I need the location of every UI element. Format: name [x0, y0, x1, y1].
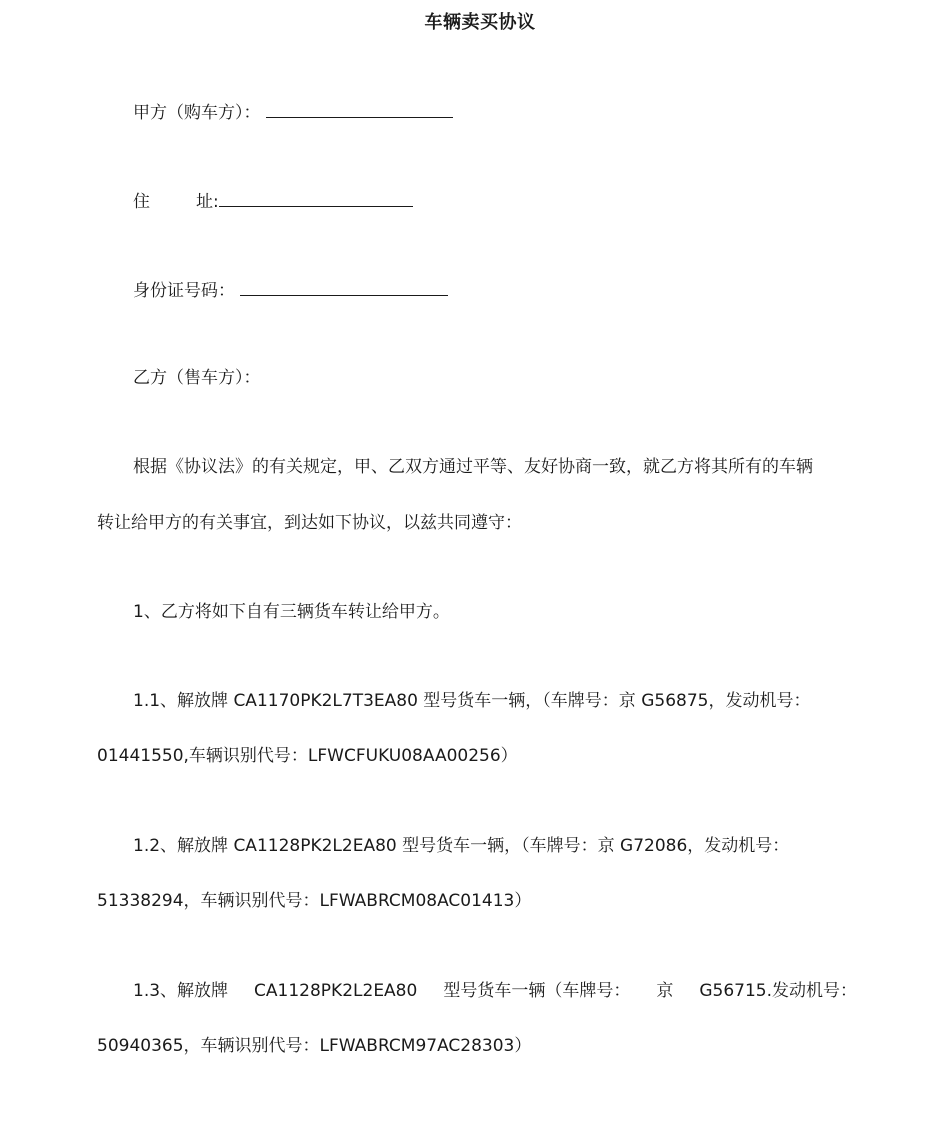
- address-label-char2: 址:: [196, 192, 219, 212]
- document-title: 车辆卖买协议: [424, 12, 536, 33]
- item-1-3-part-e: G56715.发动机号：: [699, 981, 857, 1001]
- party-a-row: [133, 99, 453, 125]
- item-1-3-line-2: 50940365，车辆识别代号：LFWABRCM97AC28303）: [97, 1036, 532, 1056]
- party-a-label: 甲方（购车方）：: [133, 103, 261, 123]
- address-row: [133, 188, 413, 214]
- item-1-1-line-1: 1.1、解放牌 CA1170PK2L7T3EA80 型号货车一辆，（车牌号：京 G56875，发动机号：: [133, 691, 811, 711]
- item-1-3-part-d: 京: [656, 981, 674, 1001]
- party-b-row: [133, 366, 261, 390]
- id-number-row: [133, 277, 448, 303]
- item-1-2-line-2: 51338294，车辆识别代号：LFWABRCM08AC01413）: [97, 891, 532, 911]
- item-1-3-part-b: CA1128PK2L2EA80: [254, 981, 418, 1001]
- item-1-2-line-1: 1.2、解放牌 CA1128PK2L2EA80 型号货车一辆，（车牌号：京 G72086，发动机号：: [133, 836, 790, 856]
- item-1-3-line-1: [133, 979, 857, 1003]
- clause-1: 1、乙方将如下自有三辆货车转让给甲方。: [133, 602, 450, 622]
- preamble-line-2: 转让给甲方的有关事宜，到达如下协议，以兹共同遵守：: [97, 513, 522, 533]
- item-1-3-part-a: 1.3、解放牌: [133, 981, 229, 1001]
- party-a-blank: [266, 99, 453, 118]
- item-1-3-part-c: 型号货车一辆（车牌号：: [443, 981, 631, 1001]
- address-label-char1: 住: [133, 192, 150, 212]
- id-number-label: 身份证号码：: [133, 281, 235, 301]
- party-b-label: 乙方（售车方）：: [133, 368, 261, 388]
- address-blank: [219, 188, 413, 207]
- id-number-blank: [240, 277, 448, 296]
- preamble-line-1: 根据《协议法》的有关规定，甲、乙双方通过平等、友好协商一致，就乙方将其所有的车辆: [133, 457, 813, 477]
- item-1-1-line-2: 01441550,车辆识别代号：LFWCFUKU08AA00256）: [97, 746, 518, 766]
